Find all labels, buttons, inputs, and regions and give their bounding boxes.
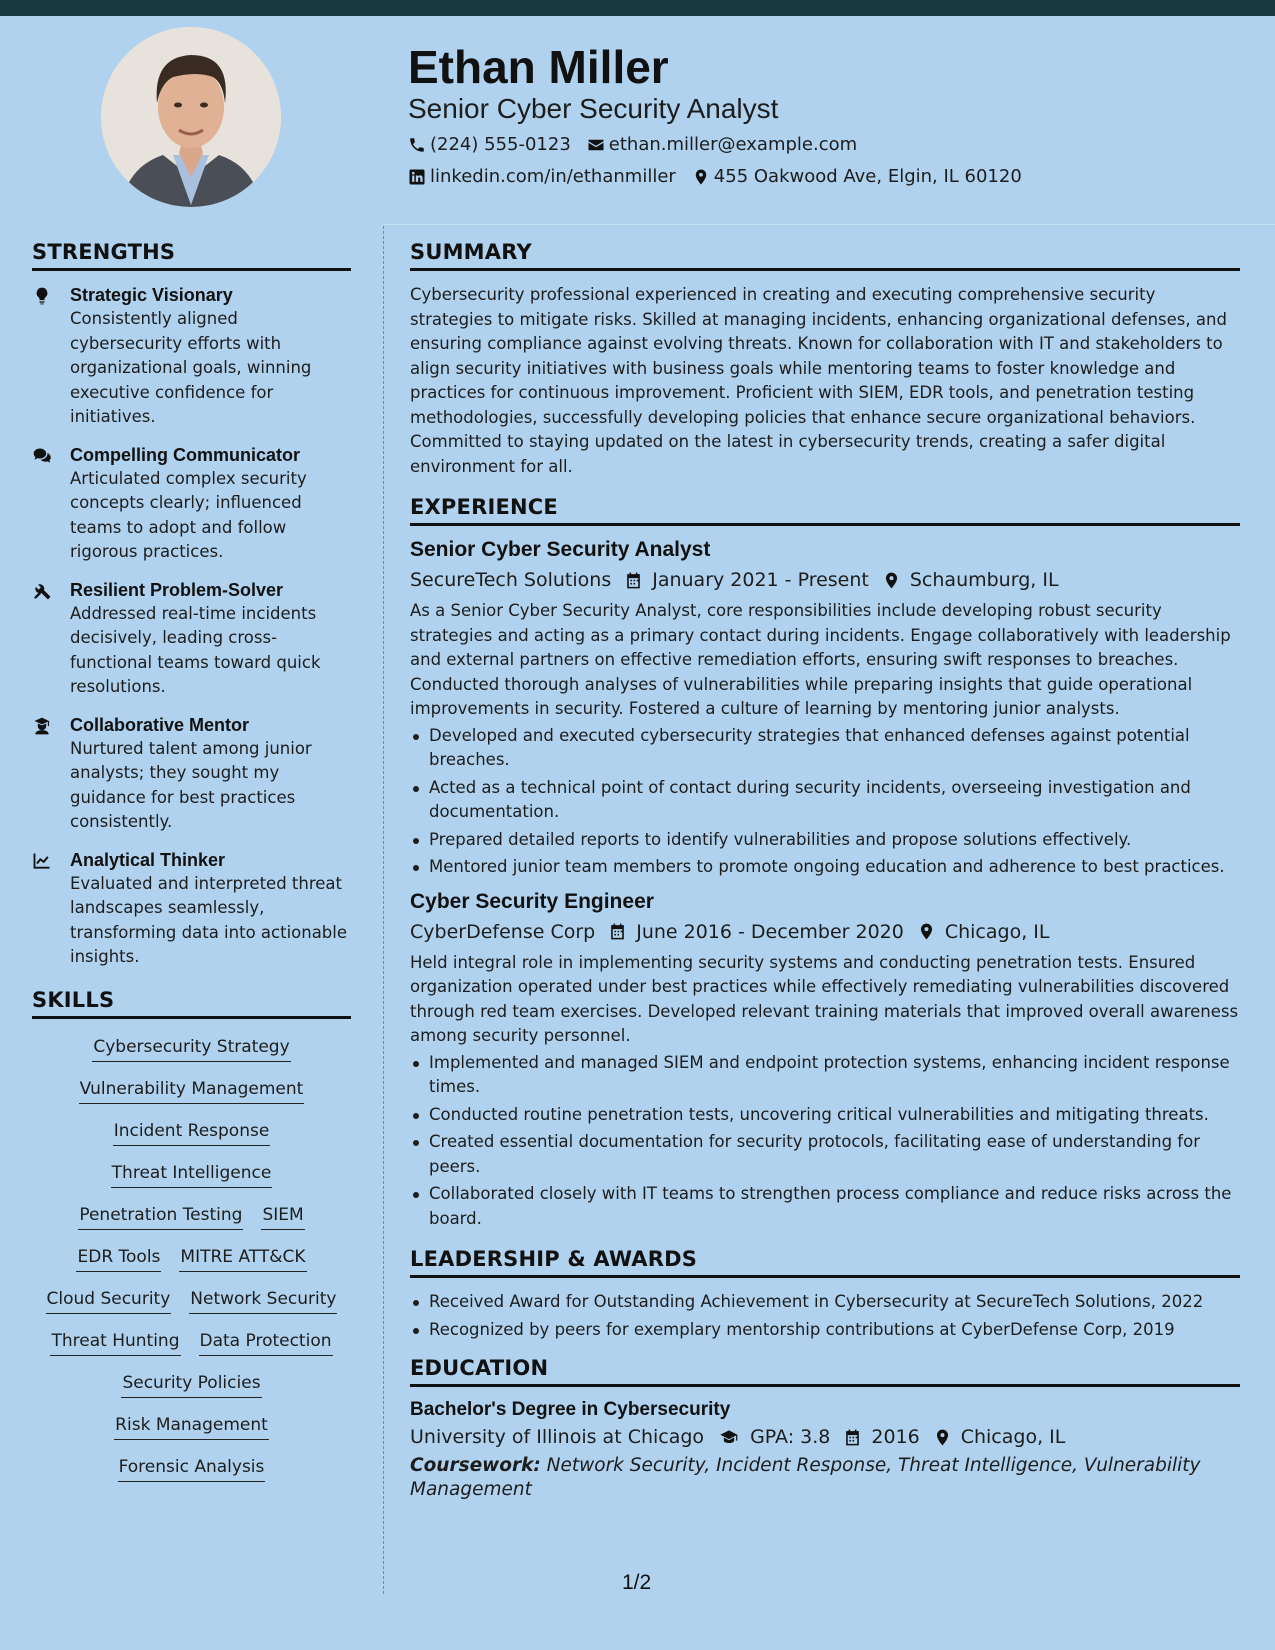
profile-photo xyxy=(101,27,281,207)
skill-tag: MITRE ATT&CK xyxy=(179,1245,306,1272)
map-marker-icon xyxy=(692,168,710,186)
skill-tag: Security Policies xyxy=(121,1371,261,1398)
skill-tag: Forensic Analysis xyxy=(118,1455,266,1482)
skill-tag: Threat Hunting xyxy=(50,1329,180,1356)
strength-desc: Addressed real-time incidents decisively, leading cross-functional teams toward quick resolutions. xyxy=(70,603,321,696)
job-company: CyberDefense Corp xyxy=(410,920,596,943)
skills-list xyxy=(32,1031,351,1497)
map-marker-icon xyxy=(882,571,901,590)
chart-line-icon xyxy=(32,851,52,871)
coursework-label: Coursework: xyxy=(410,1455,541,1476)
bullet-item: Conducted routine penetration tests, uncovering critical vulnerabilities and mitigating threats. xyxy=(410,1103,1240,1128)
education-meta xyxy=(410,1426,1240,1448)
column-divider xyxy=(383,226,384,1594)
bullet-item: Created essential documentation for security protocols, facilitating ease of understanding for peers. xyxy=(410,1130,1240,1179)
lightbulb-icon xyxy=(32,286,52,306)
skill-tag: Network Security xyxy=(189,1287,337,1314)
strength-item xyxy=(32,713,351,835)
strength-desc: Articulated complex security concepts clearly; influenced teams to adopt and follow rigorous practices. xyxy=(70,468,307,561)
linkedin-text: linkedin.com/in/ethanmiller xyxy=(430,166,676,187)
job-meta xyxy=(410,921,1240,943)
strength-desc: Evaluated and interpreted threat landscapes seamlessly, transforming data into actionable insights. xyxy=(70,873,348,966)
map-marker-icon xyxy=(933,1428,952,1447)
job-title: Senior Cyber Security Analyst xyxy=(410,538,711,561)
map-marker-icon xyxy=(917,922,936,941)
award-item: Received Award for Outstanding Achievement in Cybersecurity at SecureTech Solutions, 2022 xyxy=(410,1290,1240,1315)
calendar-icon xyxy=(843,1428,862,1447)
comments-icon xyxy=(32,446,52,466)
awards-list xyxy=(410,1290,1240,1342)
bullet-item: Prepared detailed reports to identify vulnerabilities and propose solutions effectively. xyxy=(410,828,1240,853)
address-text: 455 Oakwood Ave, Elgin, IL 60120 xyxy=(713,166,1022,187)
skill-tag: Data Protection xyxy=(199,1329,333,1356)
coursework-text: Network Security, Incident Response, Threat Intelligence, Vulnerability Management xyxy=(410,1455,1201,1500)
skill-tag: EDR Tools xyxy=(76,1245,161,1272)
job-entry xyxy=(410,890,1240,1232)
email-contact[interactable] xyxy=(587,134,857,155)
skills-title: SKILLS xyxy=(32,988,351,1019)
linkedin-contact[interactable] xyxy=(408,166,676,187)
phone-contact[interactable] xyxy=(408,134,571,155)
left-column xyxy=(32,240,351,1497)
header-divider xyxy=(384,224,1275,225)
skill-tag: Cybersecurity Strategy xyxy=(92,1035,290,1062)
envelope-icon xyxy=(587,136,605,154)
skill-tag: Risk Management xyxy=(114,1413,269,1440)
job-entry xyxy=(410,538,1240,880)
strength-desc: Nurtured talent among junior analysts; they sought my guidance for best practices consistently. xyxy=(70,738,312,831)
school-name: University of Illinois at Chicago xyxy=(410,1426,705,1448)
education-title: EDUCATION xyxy=(410,1356,1240,1387)
skill-tag: SIEM xyxy=(261,1203,304,1230)
skill-tag: Penetration Testing xyxy=(78,1203,243,1230)
calendar-icon xyxy=(624,571,643,590)
strength-item xyxy=(32,443,351,565)
address-contact xyxy=(692,166,1022,187)
calendar-icon xyxy=(608,922,627,941)
bullet-item: Mentored junior team members to promote ongoing education and adherence to best practices. xyxy=(410,855,1240,880)
job-description: Held integral role in implementing security systems and conducting penetration tests. Ensured organization operated under best practices while effectively remediating vulnerabilities discovered through red team exercises. Developed relevant training materials that improved overall awareness among security personnel. xyxy=(410,952,1239,1045)
strength-item xyxy=(32,578,351,700)
strength-title: Collaborative Mentor xyxy=(70,714,250,735)
teacher-icon xyxy=(32,716,52,736)
right-column xyxy=(410,240,1240,1502)
graduation-year: 2016 xyxy=(871,1426,920,1448)
job-company: SecureTech Solutions xyxy=(410,569,612,591)
contact-row-2 xyxy=(408,166,1038,187)
job-location: Chicago, IL xyxy=(944,920,1050,943)
graduation-cap-icon xyxy=(717,1428,741,1447)
job-dates: June 2016 - December 2020 xyxy=(636,920,904,943)
phone-text: (224) 555-0123 xyxy=(430,134,571,155)
job-bullets xyxy=(410,1051,1240,1232)
degree-title: Bachelor's Degree in Cybersecurity xyxy=(410,1399,731,1420)
job-title: Cyber Security Engineer xyxy=(410,889,654,913)
candidate-headline: Senior Cyber Security Analyst xyxy=(408,93,779,124)
job-dates: January 2021 - Present xyxy=(652,569,869,591)
candidate-name: Ethan Miller xyxy=(408,41,669,93)
experience-title: EXPERIENCE xyxy=(410,495,1240,526)
phone-icon xyxy=(408,136,426,154)
skill-tag: Incident Response xyxy=(113,1119,271,1146)
skill-tag: Threat Intelligence xyxy=(111,1161,273,1188)
bullet-item: Collaborated closely with IT teams to strengthen process compliance and reduce risks across the board. xyxy=(410,1182,1240,1231)
strength-item xyxy=(32,283,351,430)
job-meta xyxy=(410,569,1240,591)
award-item: Recognized by peers for exemplary mentorship contributions at CyberDefense Corp, 2019 xyxy=(410,1318,1240,1343)
bullet-item: Acted as a technical point of contact during security incidents, overseeing investigation and documentation. xyxy=(410,776,1240,825)
bullet-item: Developed and executed cybersecurity strategies that enhanced defenses against potential breaches. xyxy=(410,724,1240,773)
school-location: Chicago, IL xyxy=(960,1426,1066,1448)
contact-row-1 xyxy=(408,134,873,155)
linkedin-icon xyxy=(408,168,426,186)
strengths-title: STRENGTHS xyxy=(32,240,351,271)
job-location: Schaumburg, IL xyxy=(909,569,1059,591)
top-bar xyxy=(0,0,1275,16)
bullet-item: Implemented and managed SIEM and endpoint protection systems, enhancing incident response times. xyxy=(410,1051,1240,1100)
strength-desc: Consistently aligned cybersecurity efforts with organizational goals, winning executive confidence for initiatives. xyxy=(70,309,312,426)
strength-title: Resilient Problem-Solver xyxy=(70,579,284,600)
strength-item xyxy=(32,848,351,970)
skill-tag: Vulnerability Management xyxy=(79,1077,305,1104)
gpa-text: GPA: 3.8 xyxy=(750,1426,831,1448)
summary-title: SUMMARY xyxy=(410,240,1240,271)
page-number: 1/2 xyxy=(622,1571,652,1594)
awards-title: LEADERSHIP & AWARDS xyxy=(410,1247,1240,1278)
strength-title: Compelling Communicator xyxy=(70,444,301,465)
job-bullets xyxy=(410,724,1240,880)
coursework xyxy=(410,1454,1240,1502)
job-description: As a Senior Cyber Security Analyst, core responsibilities include developing robust security strategies and acting as a primary contact during incidents. Engage collaboratively with leadership and external partners on effective remediation efforts, ensuring swift responses to breaches. Conducted thorough analyses of vulnerabilities while preparing insights that guide operational improvements in security. Fostered a culture of learning by mentoring junior analysts. xyxy=(410,601,1231,718)
strength-title: Analytical Thinker xyxy=(70,849,226,870)
tools-icon xyxy=(32,581,52,601)
skill-tag: Cloud Security xyxy=(46,1287,172,1314)
summary-text: Cybersecurity professional experienced in creating and executing comprehensive security strategies to mitigate risks. Skilled at managing incidents, enhancing organizational defenses, and ensuring compliance against evolving threats. Known for collaboration with IT and stakeholders to align security initiatives with business goals while mentoring teams to foster knowledge and practices for continuous improvement. Proficient with SIEM, EDR tools, and penetration testing methodologies, successfully developing policies that enhance secure organizational behaviors. Committed to staying updated on the latest in cybersecurity trends, creating a safer digital environment for all. xyxy=(410,285,1227,476)
email-text: ethan.miller@example.com xyxy=(608,134,858,155)
strength-title: Strategic Visionary xyxy=(70,285,233,305)
